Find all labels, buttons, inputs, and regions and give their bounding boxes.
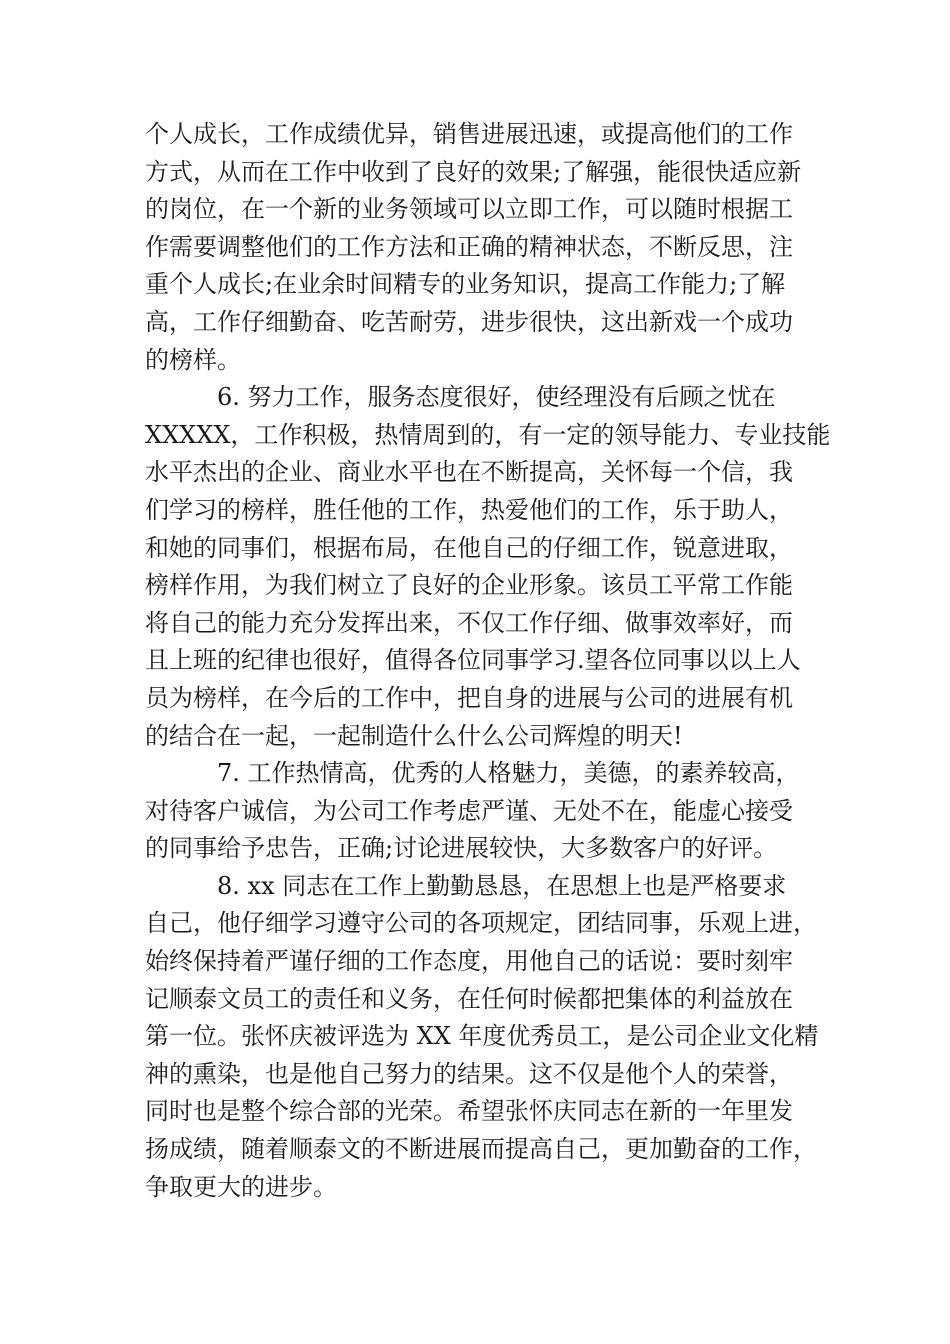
text-line: 们学习的榜样，胜任他的工作，热爱他们的工作，乐于助人， xyxy=(145,495,793,524)
text-line: 扬成绩，随着顺泰文的不断进展而提高自己，更加勤奋的工作， xyxy=(145,1135,817,1164)
text-line: 水平杰出的企业、商业水平也在不断提高，关怀每一个信，我 xyxy=(145,458,793,487)
text-line: 的榜样。 xyxy=(145,345,241,374)
text-line: 的岗位，在一个新的业务领域可以立即工作，可以随时根据工 xyxy=(145,195,793,224)
text-line: 自己，他仔细学习遵守公司的各项规定，团结同事，乐观上进， xyxy=(145,909,817,938)
text-line: 和她的同事们，根据布局，在他自己的仔细工作，锐意进取， xyxy=(145,533,793,562)
text-line: 个人成长，工作成绩优异，销售进展迅速，或提高他们的工作 xyxy=(145,120,793,148)
text-line: 的结合在一起，一起制造什么什么公司辉煌的明天! xyxy=(145,721,683,750)
text-line: 高，工作仔细勤奋、吃苦耐劳，进步很快，这出新戏一个成功 xyxy=(145,307,793,336)
text-line: 的同事给予忠告，正确;讨论进展较快，大多数客户的好评。 xyxy=(145,834,778,863)
text-line: 作需要调整他们的工作方法和正确的精神状态，不断反思，注 xyxy=(145,232,793,261)
text-line: 且上班的纪律也很好，值得各位同事学习.望各位同事以以上人 xyxy=(145,646,801,675)
text-line: 神的熏染，也是他自己努力的结果。这不仅是他个人的荣誉， xyxy=(145,1059,793,1088)
text-line: 员为榜样，在今后的工作中，把自身的进展与公司的进展有机 xyxy=(145,683,793,712)
text-line: XXXXX，工作积极，热情周到的，有一定的领导能力、专业技能 xyxy=(145,420,831,449)
text-line: 榜样作用，为我们树立了良好的企业形象。该员工平常工作能 xyxy=(145,571,793,600)
text-line: 第一位。张怀庆被评选为 XX 年度优秀员工，是公司企业文化精 xyxy=(145,1022,819,1051)
document-body xyxy=(145,116,831,1206)
paragraph-8-first-line: 8. xx 同志在工作上勤勤恳恳，在思想上也是严格要求 xyxy=(217,871,787,900)
text-line: 记顺泰文员工的责任和义务，在任何时候都把集体的利益放在 xyxy=(145,984,793,1013)
paragraph-6-first-line: 6. 努力工作，服务态度很好，使经理没有后顾之忧在 xyxy=(217,383,776,412)
text-line: 始终保持着严谨仔细的工作态度，用他自己的话说：要时刻牢 xyxy=(145,947,793,976)
text-line: 将自己的能力充分发挥出来，不仅工作仔细、做事效率好，而 xyxy=(145,608,793,637)
paragraph-7-first-line: 7. 工作热情高，优秀的人格魅力，美德，的素养较高， xyxy=(217,759,800,788)
text-line: 争取更大的进步。 xyxy=(145,1172,337,1201)
text-line: 方式，从而在工作中收到了良好的效果;了解强，能很快适应新 xyxy=(145,157,802,186)
text-line: 同时也是整个综合部的光荣。希望张怀庆同志在新的一年里发 xyxy=(145,1097,793,1126)
text-line: 对待客户诚信，为公司工作考虑严谨、无处不在，能虚心接受 xyxy=(145,796,793,825)
text-line: 重个人成长;在业余时间精专的业务知识，提高工作能力;了解 xyxy=(145,270,786,299)
